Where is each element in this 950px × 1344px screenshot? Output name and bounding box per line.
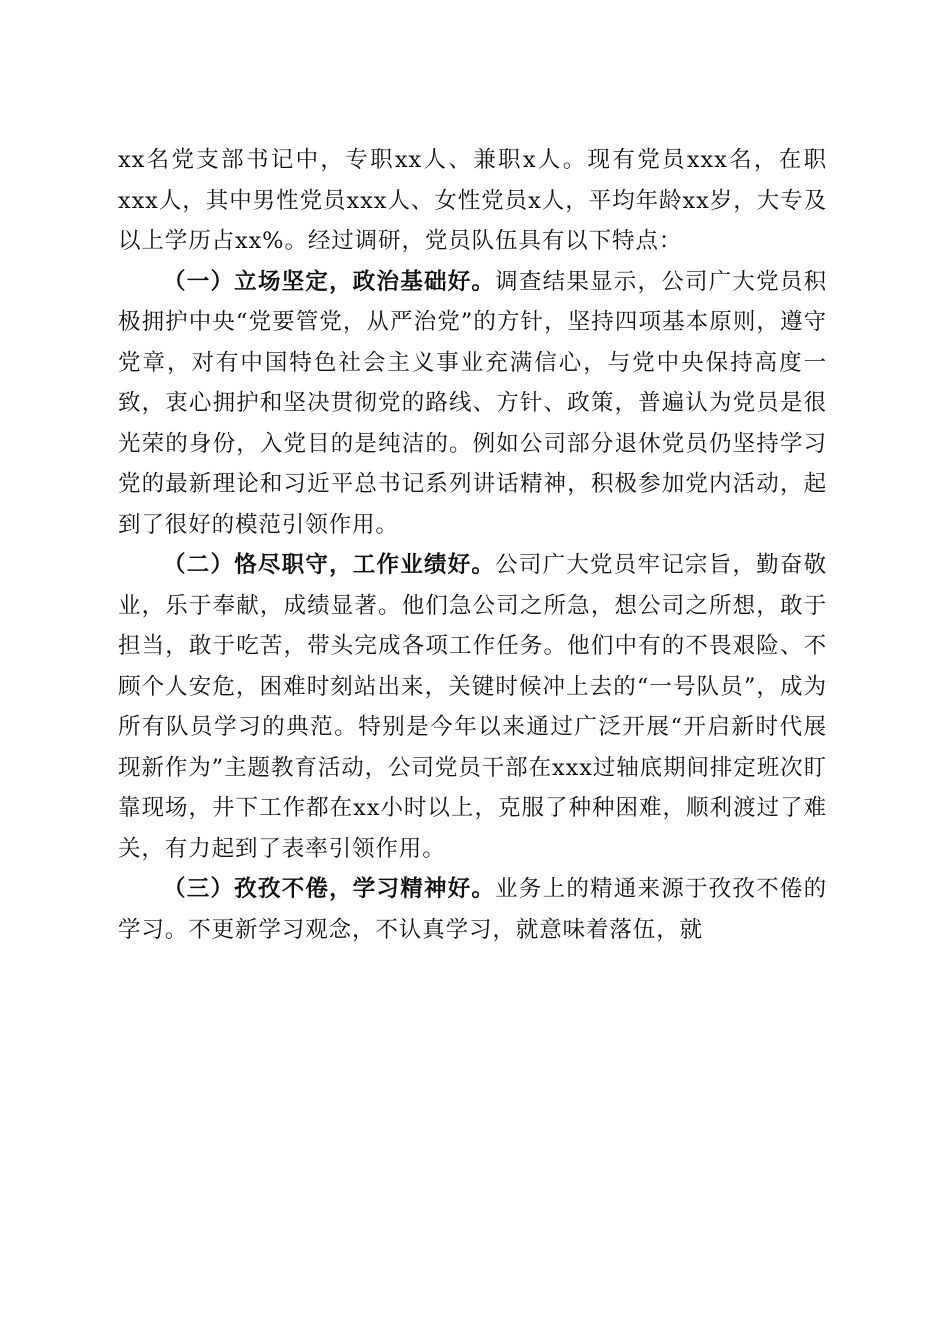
paragraph-text: xx名党支部书记中，专职xx人、兼职x人。现有党员xxx名，在职xxx人，其中男性党员xxx人、女性党员x人，平均年龄xx岁，大专及以上学历占xx%。经过调研，党员队伍具有以下特点： <box>118 147 827 254</box>
paragraph-text: 业务上的精通来源于孜孜不倦的学习。不更新学习观念，不认真学习，就意味着落伍，就 <box>118 876 827 943</box>
paragraph-text: 调查结果显示，公司广大党员积极拥护中央“党要管党，从严治党”的方针，坚持四项基本原则，遵守党章，对有中国特色社会主义事业充满信心，与党中央保持高度一致，衷心拥护和坚决贯彻党的路线、方针、政策，普遍认为党员是很光荣的身份，入党目的是纯洁的。例如公司部分退休党员仍坚持学习党的最新理论和习近平总书记系列讲话精神，积极参加党内活动，起到了很好的模范引领作用。 <box>118 268 827 538</box>
section-1-heading: （一）立场坚定，政治基础好。 <box>163 268 496 295</box>
section-2-heading: （二）恪尽职守，工作业绩好。 <box>163 552 496 578</box>
paragraph-text: 公司广大党员牢记宗旨，勤奋敬业，乐于奉献，成绩显著。他们急公司之所急，想公司之所想，敢于担当，敢于吃苦，带头完成各项工作任务。他们中有的不畏艰险、不顾个人安危，困难时刻站出来，关键时候冲上去的“一号队员”，成为所有队员学习的典范。特别是今年以来通过广泛开展“开启新时代展现新作为”主题教育活动，公司党员干部在xxx过轴底期间排定班次盯靠现场，井下工作都在xx小时以上，克服了种种困难，顺利渡过了难关，有力起到了表率引领作用。 <box>118 552 827 862</box>
section-3-heading: （三）孜孜不倦，学习精神好。 <box>163 876 496 902</box>
section-3-paragraph <box>118 869 827 950</box>
section-1-paragraph <box>118 262 827 546</box>
intro-paragraph <box>118 140 827 262</box>
section-2-paragraph <box>118 545 827 869</box>
document-page <box>118 140 827 950</box>
